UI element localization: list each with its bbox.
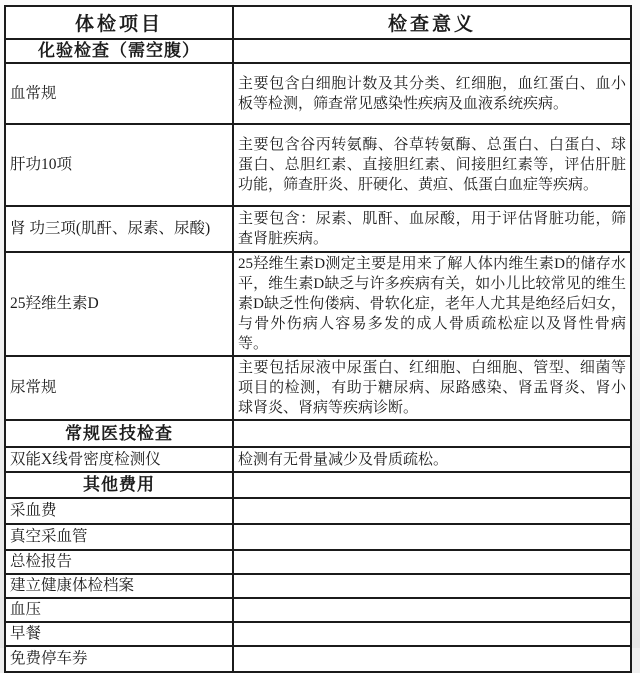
item-cell: 总检报告: [5, 550, 233, 574]
item-cell: 双能X线骨密度检测仪: [5, 447, 233, 472]
table-row: [5, 447, 631, 472]
item-cell: 肝功10项: [5, 124, 233, 206]
section-title: 其他费用: [5, 472, 233, 498]
meaning-cell: [233, 550, 631, 574]
table-row: [5, 550, 631, 574]
meaning-cell: 主要包含白细胞计数及其分类、红细胞，血红蛋白、血小板等检测，筛查常见感染性疾病及血液系统疾病。: [233, 63, 631, 124]
item-cell: 早餐: [5, 622, 233, 646]
item-cell: 采血费: [5, 498, 233, 524]
table-row: [5, 498, 631, 524]
table-row: [5, 63, 631, 124]
item-cell: 25羟维生素D: [5, 252, 233, 356]
item-cell: 尿常规: [5, 356, 233, 420]
item-cell: 建立健康体检档案: [5, 574, 233, 598]
checkup-table: [4, 5, 632, 673]
section-row-lab-tests: [5, 39, 631, 63]
meaning-cell: [233, 524, 631, 550]
meaning-cell: 主要包括尿液中尿蛋白、红细胞、白细胞、管型、细菌等项目的检测，有助于糖尿病、尿路感染、肾盂肾炎、肾小球肾炎、肾病等疾病诊断。: [233, 356, 631, 420]
table-row: [5, 252, 631, 356]
meaning-cell: [233, 39, 631, 63]
item-cell: 肾 功三项(肌酐、尿素、尿酸): [5, 206, 233, 252]
meaning-cell: 25羟维生素D测定主要是用来了解人体内维生素D的储存水平，维生素D缺乏与许多疾病有关，如小儿比较常见的维生素D缺乏性佝偻病、骨软化症，老年人尤其是绝经后妇女，与骨外伤病人容易多发的成人骨质疏松症以及肾性骨病等。: [233, 252, 631, 356]
meaning-cell: [233, 622, 631, 646]
meaning-cell: 检测有无骨量减少及骨质疏松。: [233, 447, 631, 472]
item-cell: 免费停车券: [5, 646, 233, 672]
table-row: [5, 574, 631, 598]
section-title: 常规医技检查: [5, 420, 233, 447]
column-header-items: 体检项目: [5, 6, 233, 39]
item-cell: 真空采血管: [5, 524, 233, 550]
meaning-cell: [233, 472, 631, 498]
table-row: [5, 206, 631, 252]
table-row: [5, 124, 631, 206]
table-row: [5, 622, 631, 646]
table-row: [5, 356, 631, 420]
item-cell: 血常规: [5, 63, 233, 124]
section-row-medical-tech: [5, 420, 631, 447]
table-row: [5, 598, 631, 622]
table-row: [5, 646, 631, 672]
header-row: [5, 6, 631, 39]
meaning-cell: 主要包含谷丙转氨酶、谷草转氨酶、总蛋白、白蛋白、球蛋白、总胆红素、直接胆红素、间接胆红素等，评估肝脏功能，筛查肝炎、肝硬化、黄疸、低蛋白血症等疾病。: [233, 124, 631, 206]
meaning-cell: [233, 598, 631, 622]
meaning-cell: [233, 420, 631, 447]
item-cell: 血压: [5, 598, 233, 622]
section-title: 化验检查（需空腹）: [5, 39, 233, 63]
meaning-cell: [233, 574, 631, 598]
section-row-other-fees: [5, 472, 631, 498]
meaning-cell: [233, 646, 631, 672]
table-row: [5, 524, 631, 550]
meaning-cell: 主要包含：尿素、肌酐、血尿酸，用于评估肾脏功能，筛查肾脏疾病。: [233, 206, 631, 252]
meaning-cell: [233, 498, 631, 524]
column-header-meaning: 检查意义: [233, 6, 631, 39]
